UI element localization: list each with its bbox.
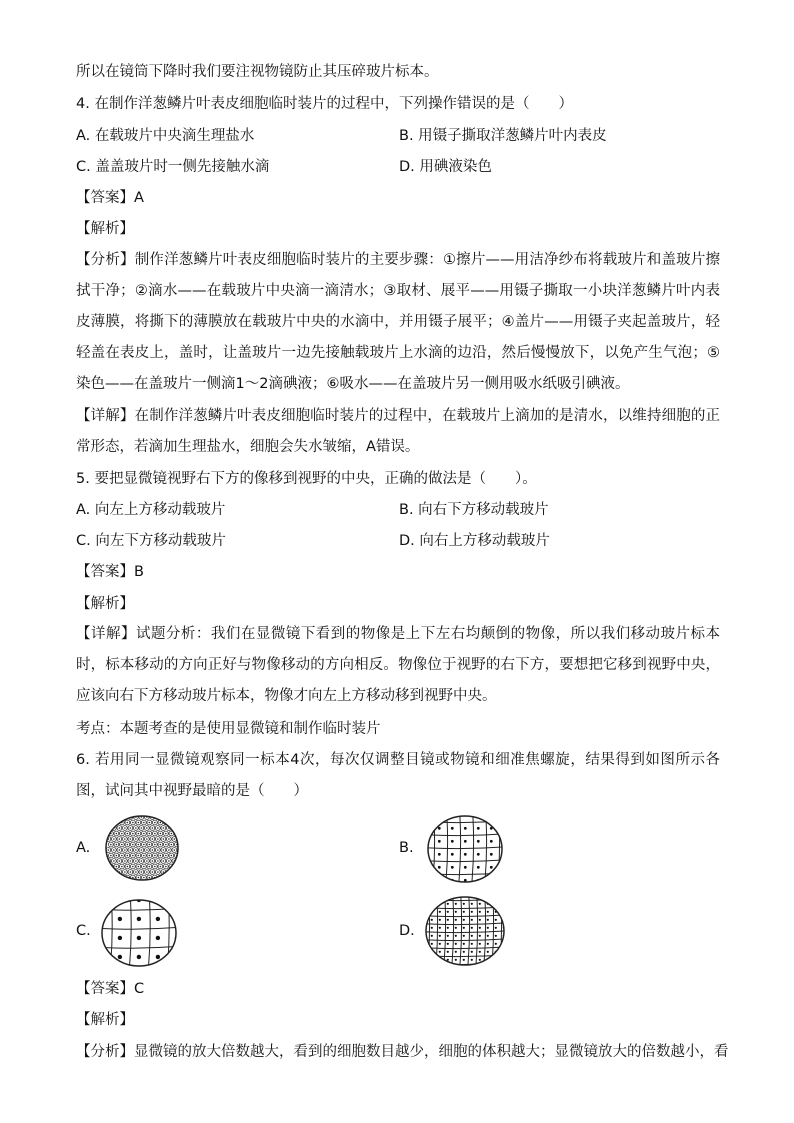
- question-4-stem: 4. 在制作洋葱鳞片叶表皮细胞临时装片的过程中，下列操作错误的是（ ）: [76, 96, 573, 112]
- q6-label-a: A.: [76, 840, 91, 856]
- microscope-field-a: [104, 814, 180, 882]
- q5-option-d: D. 向右上方移动载玻片: [399, 533, 550, 549]
- microscope-field-d: [424, 895, 506, 967]
- q6-analysis-text: 【分析】显微镜的放大倍数越大，看到的细胞数目越少，细胞的体积越大；显微镜放大的倍数越小，看: [76, 1044, 729, 1060]
- q6-label-d: D.: [399, 923, 415, 939]
- q4-option-a: A. 在载玻片中央滴生理盐水: [76, 128, 255, 144]
- microscope-field-c: [100, 898, 178, 968]
- q4-detail-text: 【详解】在制作洋葱鳞片叶表皮细胞临时装片的过程中，在载玻片上滴加的是清水，以维持细胞的正常形态，若滴加生理盐水，细胞会失水皱缩，A错误。: [76, 408, 720, 455]
- q4-analysis-heading: 【解析】: [76, 221, 134, 237]
- question-5-stem: 5. 要把显微镜视野右下方的像移到视野的中央，正确的做法是（ ）。: [76, 471, 537, 487]
- microscope-field-b: [426, 814, 504, 884]
- question-6-stem: 6. 若用同一显微镜观察同一标本4次，每次仅调整目镜或物镜和细准焦螺旋，结果得到如图所示各图，试问其中视野最暗的是（ ）: [76, 752, 720, 799]
- q5-analysis-heading: 【解析】: [76, 596, 134, 612]
- q4-option-d: D. 用碘液染色: [399, 159, 492, 175]
- q4-option-b: B. 用镊子撕取洋葱鳞片叶内表皮: [399, 128, 607, 144]
- q6-analysis-heading: 【解析】: [76, 1012, 134, 1028]
- q5-option-b: B. 向右下方移动载玻片: [399, 502, 549, 518]
- q4-analysis-text: 【分析】制作洋葱鳞片叶表皮细胞临时装片的主要步骤：①擦片——用洁净纱布将载玻片和盖玻片擦拭干净；②滴水——在载玻片中央滴一滴清水；③取材、展平——用镊子撕取一小块洋葱鳞片叶内表皮薄膜，将撕下的薄膜放在载玻片中央的水滴中，并用镊子展平；④盖片——用镊子夹起盖玻片，轻轻盖在表皮上，盖时，让盖玻片一边先接触载玻片上水滴的边沿，然后慢慢放下，以免产生气泡；⑤染色——在盖玻片一侧滴1～2滴碘液；⑥吸水——在盖玻片另一侧用吸水纸吸引碘液。: [76, 252, 720, 392]
- q6-answer: 【答案】C: [76, 981, 145, 997]
- text-line: 所以在镜筒下降时我们要注视物镜防止其压碎玻片标本。: [76, 64, 439, 80]
- q4-answer: 【答案】A: [76, 190, 144, 206]
- q5-answer: 【答案】B: [76, 564, 144, 580]
- q6-label-b: B.: [399, 840, 414, 856]
- q5-detail-text: 【详解】试题分析：我们在显微镜下看到的物像是上下左右均颠倒的物像，所以我们移动玻片标本时，标本移动的方向正好与物像移动的方向相反。物像位于视野的右下方，要想把它移到视野中央，应该向右下方移动玻片标本，物像才向左上方移动移到视野中央。: [76, 626, 720, 704]
- q5-option-a: A. 向左上方移动载玻片: [76, 502, 226, 518]
- q5-option-c: C. 向左下方移动载玻片: [76, 533, 226, 549]
- q4-option-c: C. 盖盖玻片时一侧先接触水滴: [76, 159, 270, 175]
- q5-knowledge-point: 考点：本题考查的是使用显微镜和制作临时装片: [76, 721, 381, 737]
- q6-label-c: C.: [76, 923, 91, 939]
